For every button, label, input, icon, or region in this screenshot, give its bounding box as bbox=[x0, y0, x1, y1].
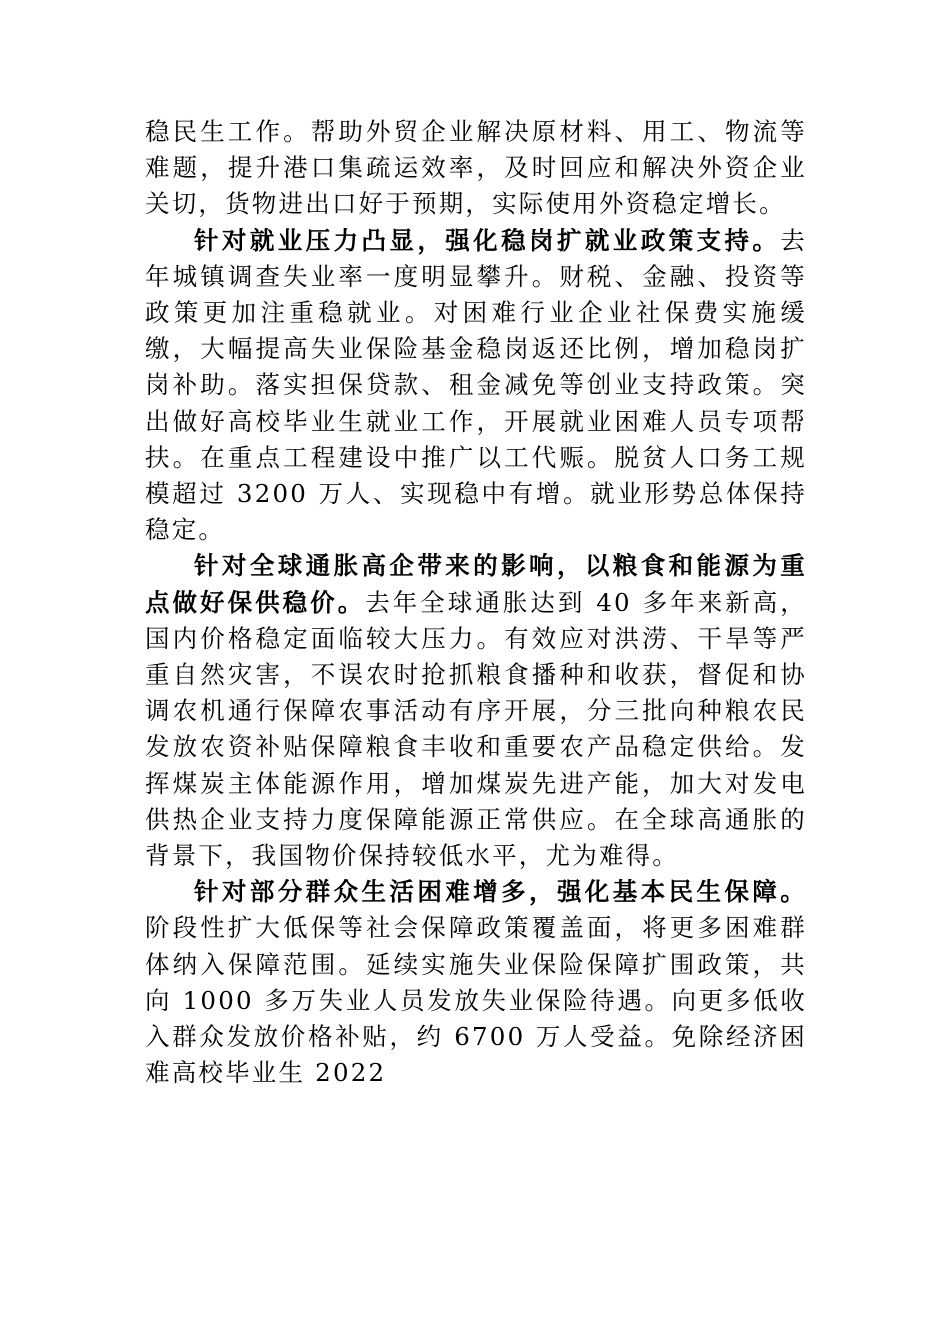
paragraph-text: 阶段性扩大低保等社会保障政策覆盖面，将更多困难群体纳入保障范围。延续实施失业保险保障扩围政策，共向 1000 多万失业人员发放失业保险待遇。向更多低收入群众发放价格补贴，约 6700 万人受益。免除经济困难高校毕业生 2022 bbox=[145, 913, 807, 1088]
paragraph-text: 去年城镇调查失业率一度明显攀升。财税、金融、投资等政策更加注重稳就业。对困难行业企业社保费实施缓缴，大幅提高失业保险基金稳岗返还比例，增加稳岗扩岗补助。落实担保贷款、租金减免等创业支持政策。突出做好高校毕业生就业工作，开展就业困难人员专项帮扶。在重点工程建设中推广以工代赈。脱贫人口务工规模超过 3200 万人、实现稳中有增。就业形势总体保持稳定。 bbox=[145, 225, 807, 545]
paragraph-employment bbox=[145, 223, 807, 549]
paragraph-text: 去年全球通胀达到 40 多年来新高，国内价格稳定面临较大压力。有效应对洪涝、干旱等严重自然灾害，不误农时抢抓粮食播种和收获，督促和协调农机通行保障农事活动有序开展，分三批向种粮农民发放农资补贴保障粮食丰收和重要农产品稳定供给。发挥煤炭主体能源作用，增加煤炭先进产能，加大对发电供热企业支持力度保障能源正常供应。在全球高通胀的背景下，我国物价保持较低水平，尤为难得。 bbox=[145, 587, 807, 871]
paragraph-heading: 针对就业压力凸显，强化稳岗扩就业政策支持。 bbox=[194, 225, 781, 255]
paragraph-text: 稳民生工作。帮助外贸企业解决原材料、用工、物流等难题，提升港口集疏运效率，及时回应和解决外资企业关切，货物进出口好于预期，实际使用外资稳定增长。 bbox=[145, 117, 807, 219]
paragraph-livelihood bbox=[145, 874, 807, 1091]
paragraph-heading: 针对部分群众生活困难增多，强化基本民生保障。 bbox=[194, 877, 807, 907]
paragraph-inflation bbox=[145, 548, 807, 874]
paragraph-heading: 针对全球通胀高企带来的影响，以粮食和能源为重点做好保供稳价。 bbox=[145, 551, 807, 617]
document-body bbox=[145, 114, 807, 1091]
paragraph-continuation bbox=[145, 114, 807, 223]
